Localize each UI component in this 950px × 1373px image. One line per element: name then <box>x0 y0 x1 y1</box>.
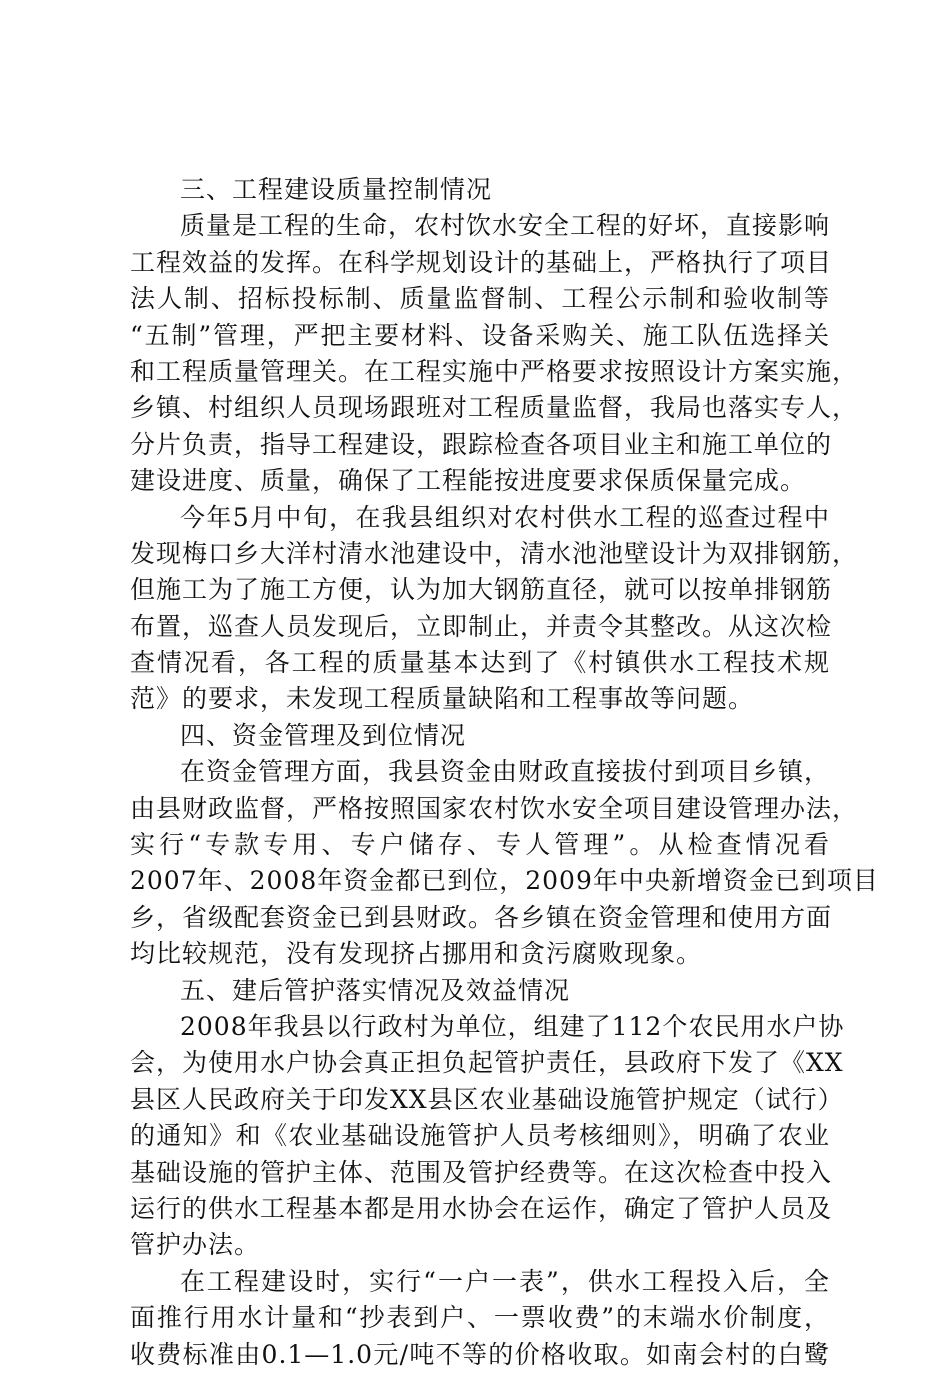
paragraph-line: 实行“专款专用、专户储存、专人管理”。从检查情况看 <box>130 830 830 860</box>
paragraph-line: 但施工为了施工方便，认为加大钢筋直径，就可以按单排钢筋 <box>130 575 833 605</box>
paragraph-line: 面推行用水计量和“抄表到户、一票收费”的末端水价制度， <box>130 1303 830 1333</box>
paragraph-line: 2007年、2008年资金都已到位，2009年中央新增资金已到项目 <box>130 866 879 896</box>
paragraph-line: 在工程建设时，实行“一户一表”，供水工程投入后，全 <box>180 1266 830 1296</box>
paragraph-line: 由县财政监督，严格按照国家农村饮水安全项目建设管理办法， <box>130 793 859 823</box>
paragraph-line: 工程效益的发挥。在科学规划设计的基础上，严格执行了项目 <box>130 247 833 277</box>
paragraph-line: 布置，巡查人员发现后，立即制止，并责令其整改。从这次检 <box>130 611 833 641</box>
paragraph-line: 收费标准由0.1—1.0元/吨不等的价格收取。如南会村的白鹭 <box>130 1339 830 1369</box>
paragraph-line: 范》的要求，未发现工程质量缺陷和工程事故等问题。 <box>130 684 755 714</box>
document-body <box>130 172 879 1373</box>
paragraph-line: 建设进度、质量，确保了工程能按进度要求保质保量完成。 <box>130 466 807 496</box>
paragraph-line: 县区人民政府关于印发XX县区农业基础设施管护规定（试行） <box>130 1084 844 1114</box>
paragraph-line: 和工程质量管理关。在工程实施中严格要求按照设计方案实施， <box>130 356 859 386</box>
paragraph-line: 乡，省级配套资金已到县财政。各乡镇在资金管理和使用方面 <box>130 902 833 932</box>
paragraph-line: 基础设施的管护主体、范围及管护经费等。在这次检查中投入 <box>130 1157 833 1187</box>
paragraph-line: 今年5月中旬，在我县组织对农村供水工程的巡查过程中 <box>180 502 830 532</box>
paragraph-line: 乡镇、村组织人员现场跟班对工程质量监督，我局也落实专人， <box>130 393 859 423</box>
section-heading-funds-management: 四、资金管理及到位情况 <box>180 720 467 750</box>
paragraph-line: 在资金管理方面，我县资金由财政直接拔付到项目乡镇， <box>180 757 831 787</box>
paragraph-line: 质量是工程的生命，农村饮水安全工程的好坏，直接影响 <box>180 211 831 241</box>
paragraph-line: 的通知》和《农业基础设施管护人员考核细则》，明确了农业 <box>130 1121 830 1151</box>
section-heading-maintenance-benefits: 五、建后管护落实情况及效益情况 <box>180 975 571 1005</box>
paragraph-line: 运行的供水工程基本都是用水协会在运作，确定了管护人员及 <box>130 1193 833 1223</box>
paragraph-line: 法人制、招标投标制、质量监督制、工程公示制和验收制等 <box>130 284 830 314</box>
section-heading-quality-control: 三、工程建设质量控制情况 <box>180 175 493 204</box>
paragraph-line: 会，为使用水户协会真正担负起管护责任，县政府下发了《XX <box>130 1048 844 1078</box>
paragraph-line: 发现梅口乡大洋村清水池建设中，清水池池壁设计为双排钢筋， <box>130 538 859 568</box>
paragraph-line: 均比较规范，没有发现挤占挪用和贪污腐败现象。 <box>130 939 703 969</box>
paragraph-line: 2008年我县以行政村为单位，组建了112个农民用水户协 <box>180 1011 845 1041</box>
paragraph-line: 分片负责，指导工程建设，跟踪检查各项目业主和施工单位的 <box>130 429 833 459</box>
paragraph-line: 查情况看，各工程的质量基本达到了《村镇供水工程技术规 <box>130 648 830 678</box>
paragraph-line: “五制”管理，严把主要材料、设备采购关、施工队伍选择关 <box>130 320 830 350</box>
paragraph-line: 管护办法。 <box>130 1230 261 1260</box>
